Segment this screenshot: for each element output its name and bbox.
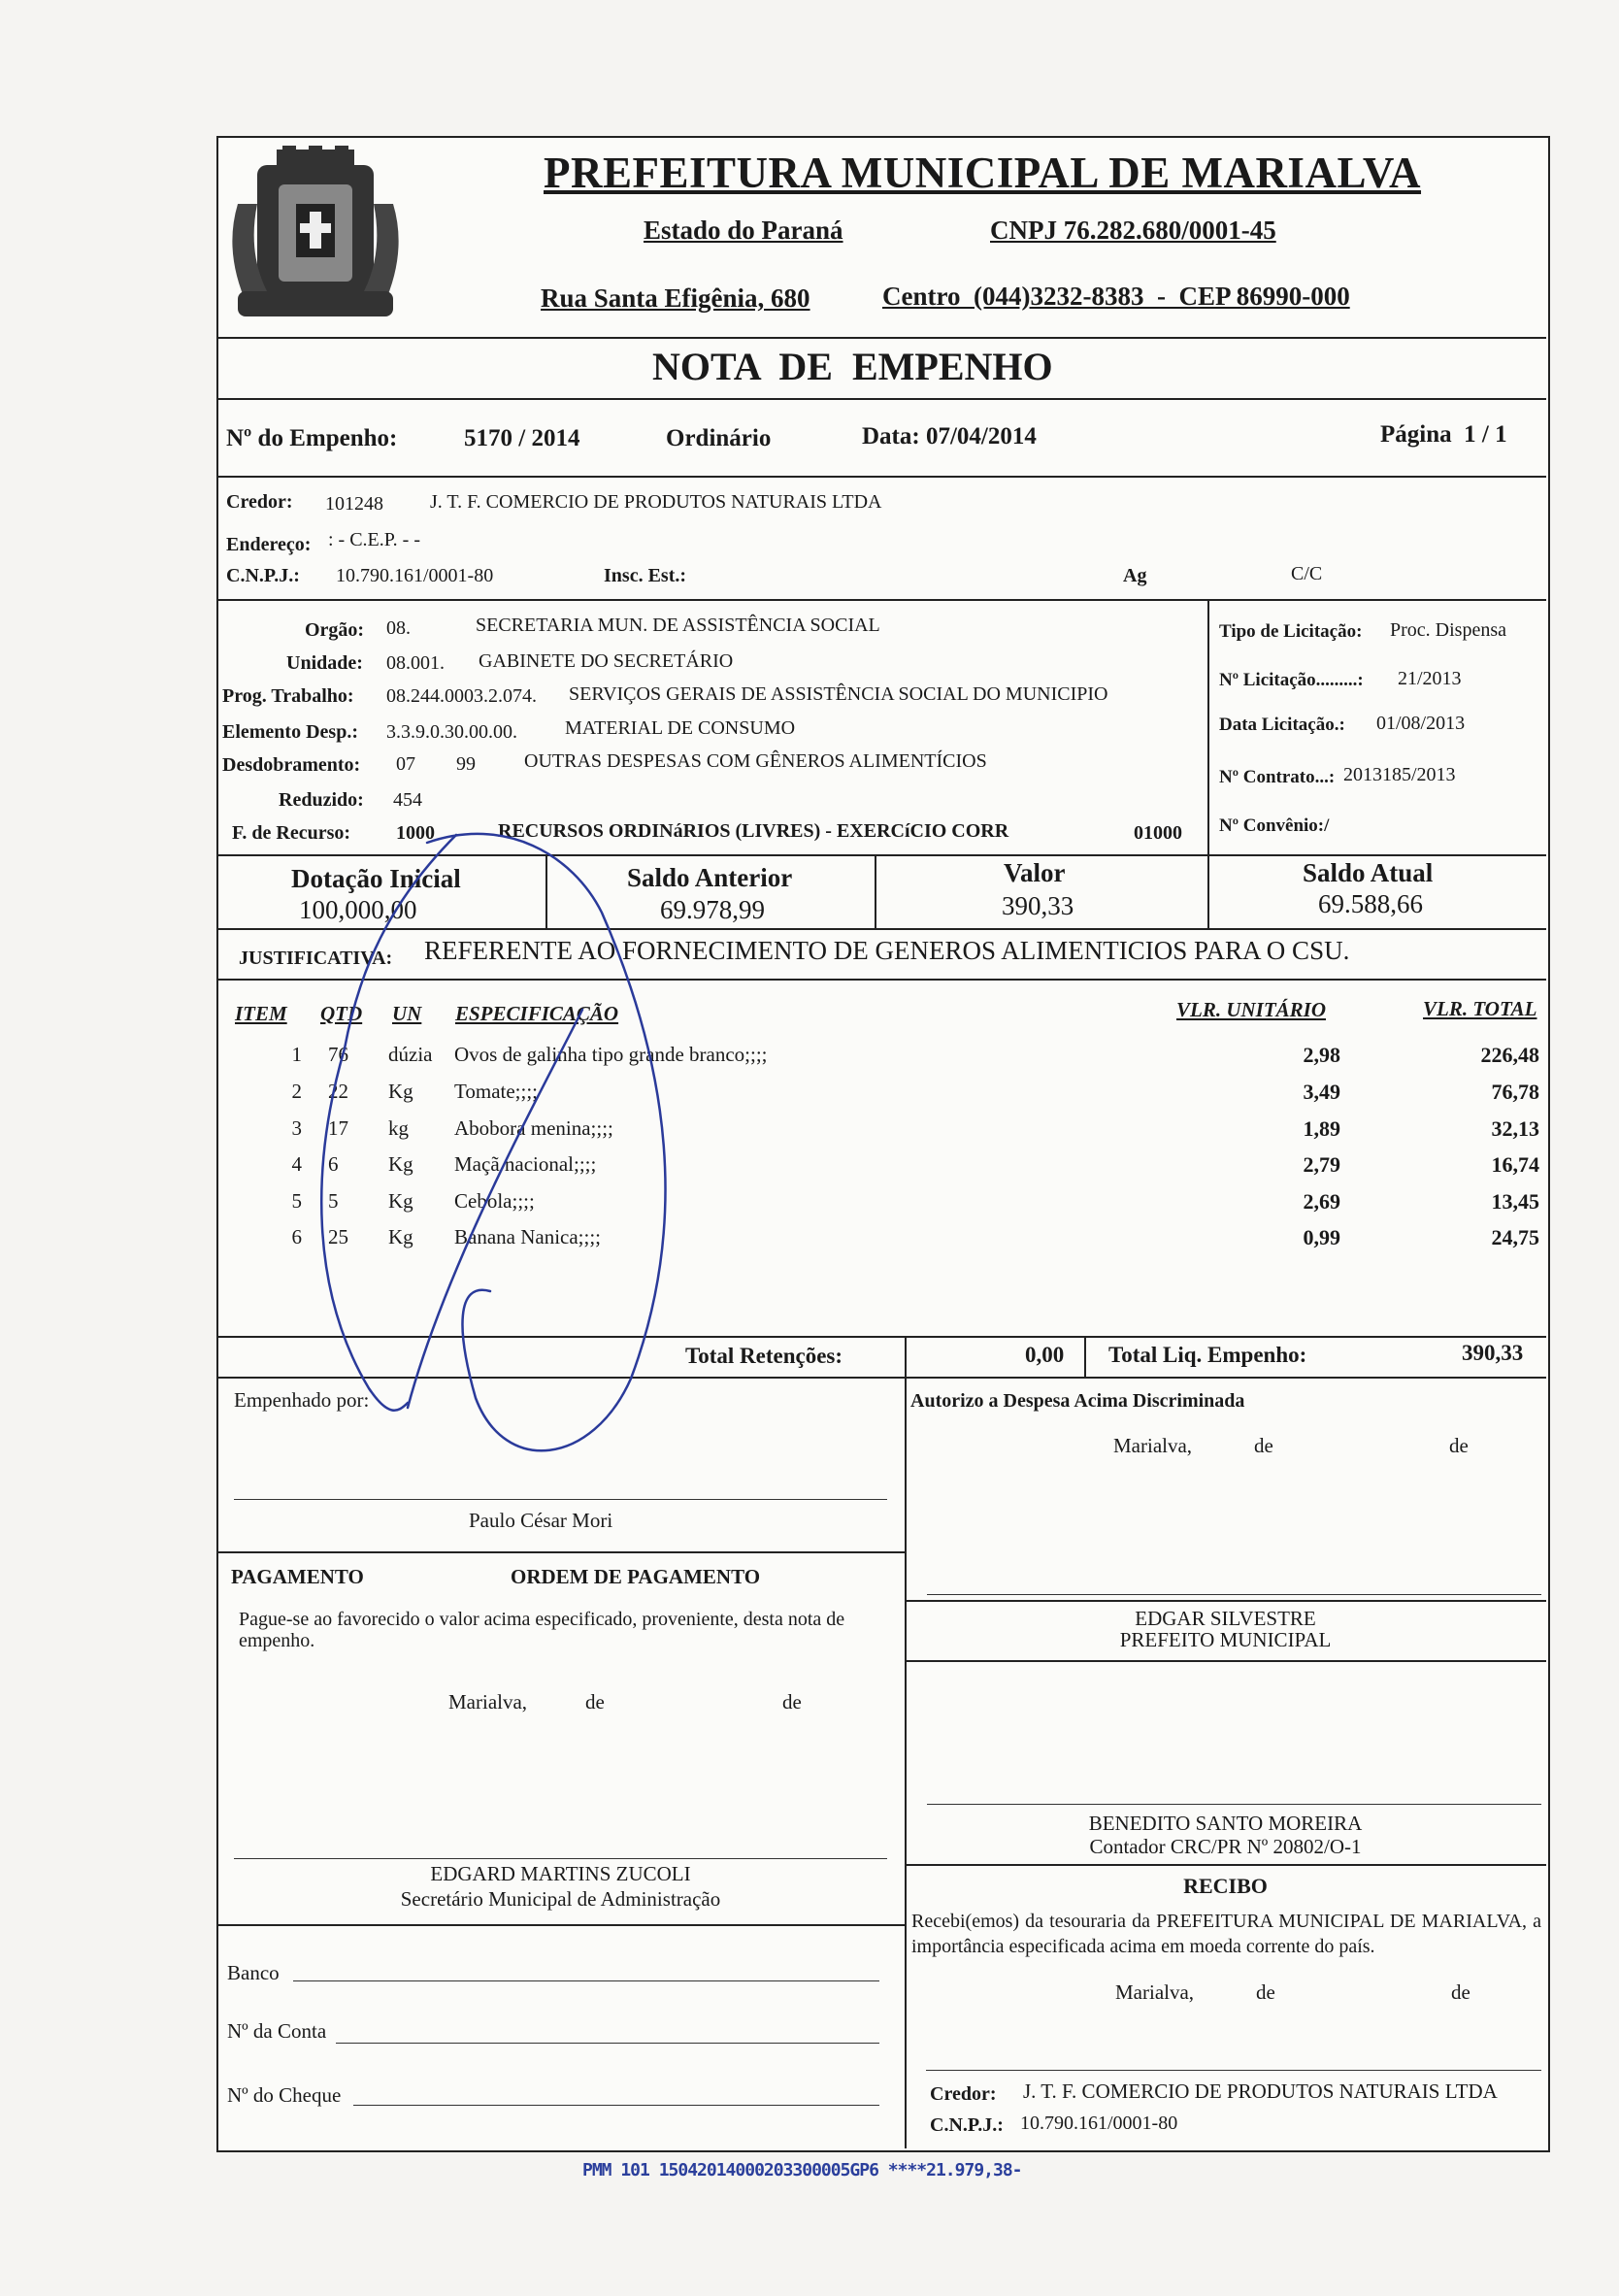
cheque-field[interactable] <box>353 2105 879 2106</box>
tipo-licitacao: Proc. Dispensa <box>1390 619 1506 641</box>
conta-label: Nº da Conta <box>227 2019 327 2043</box>
divider <box>905 1377 907 2148</box>
item-espec: Cebola;;;; <box>454 1189 535 1213</box>
document-title: NOTA DE EMPENHO <box>652 345 1053 388</box>
divider <box>1207 599 1209 854</box>
dotacao-inicial-value: 100,000,00 <box>299 895 417 924</box>
item-number: 5 <box>291 1189 302 1213</box>
contrato-value: 2013185/2013 <box>1343 764 1456 785</box>
desdobramento-code-a: 07 <box>396 753 415 775</box>
desdobramento-label: Desdobramento: <box>222 754 361 776</box>
endereco-value: : - C.E.P. - - <box>328 529 420 550</box>
coat-of-arms-logo <box>218 146 413 340</box>
item-espec: Abobora menina;;;; <box>454 1116 613 1140</box>
item-un: Kg <box>388 1080 413 1103</box>
banco-label: Banco <box>227 1961 280 1984</box>
item-qtd: 25 <box>328 1225 348 1248</box>
ag-label: Ag <box>1123 565 1147 586</box>
saldo-atual-value: 69.588,66 <box>1318 889 1423 918</box>
orgao-name: SECRETARIA MUN. DE ASSISTÊNCIA SOCIAL <box>476 615 880 636</box>
data-licitacao-label: Data Licitação.: <box>1219 715 1345 735</box>
col-especificacao: ESPECIFICAÇÃO <box>455 1002 619 1025</box>
divider <box>218 979 1546 981</box>
empenho-date: Data: 07/04/2014 <box>862 423 1037 449</box>
divider <box>218 928 1546 930</box>
recibo-title: RECIBO <box>1183 1874 1268 1898</box>
signer-paulo: Paulo César Mori <box>469 1509 613 1532</box>
divider <box>905 1336 907 1377</box>
saldo-anterior-value: 69.978,99 <box>660 895 765 924</box>
unidade-label: Unidade: <box>286 652 363 674</box>
ordem-pagamento-label: ORDEM DE PAGAMENTO <box>511 1565 761 1588</box>
credor-name: J. T. F. COMERCIO DE PRODUTOS NATURAIS LTDA <box>430 491 882 513</box>
divider <box>218 337 1546 339</box>
item-unit: 3,49 <box>1303 1080 1340 1104</box>
recibo-cnpj-label: C.N.P.J.: <box>930 2114 1004 2136</box>
elemento-name: MATERIAL DE CONSUMO <box>565 717 796 739</box>
recibo-place: Marialva, <box>1115 1980 1195 2004</box>
saldo-atual-label: Saldo Atual <box>1303 858 1434 887</box>
col-vlr-total: VLR. TOTAL <box>1423 997 1537 1020</box>
num-licitacao-label: Nº Licitação.........: <box>1219 670 1364 690</box>
total-liquido-label: Total Liq. Empenho: <box>1108 1343 1307 1367</box>
state-label: Estado do Paraná <box>644 216 843 245</box>
recibo-de-1: de <box>1256 1980 1275 2004</box>
prog-trabalho-name: SERVIÇOS GERAIS DE ASSISTÊNCIA SOCIAL DO MUNICIPIO <box>569 683 1108 705</box>
empenhado-por-label: Empenhado por: <box>234 1388 370 1412</box>
item-number: 1 <box>291 1043 302 1066</box>
elemento-label: Elemento Desp.: <box>222 721 358 743</box>
divider <box>218 1551 905 1553</box>
divider <box>218 1377 1546 1379</box>
desdobramento-code-b: 99 <box>456 753 476 775</box>
item-total: 24,75 <box>1491 1225 1539 1249</box>
item-unit: 2,98 <box>1303 1043 1340 1067</box>
unidade-code: 08.001. <box>386 652 445 674</box>
recibo-text: Recebi(emos) da tesouraria da PREFEITURA MUNICIPAL DE MARIALVA, a importância especificada acima em moeda corrente do país. <box>911 1911 1541 1957</box>
autorizo-de-1: de <box>1254 1434 1273 1457</box>
divider <box>218 854 1546 856</box>
divider <box>875 854 876 928</box>
orgao-label: Orgão: <box>305 619 365 641</box>
item-total: 76,78 <box>1491 1080 1539 1104</box>
item-un: Kg <box>388 1189 413 1213</box>
divider <box>1207 854 1209 928</box>
unidade-name: GABINETE DO SECRETÁRIO <box>479 650 734 672</box>
empenho-type: Ordinário <box>666 425 772 451</box>
signature-line <box>234 1858 887 1859</box>
autorizo-label: Autorizo a Despesa Acima Discriminada <box>910 1390 1245 1412</box>
recibo-cnpj: 10.790.161/0001-80 <box>1020 2113 1178 2134</box>
signer-edgard-title: Secretário Municipal de Administração <box>400 1887 721 1911</box>
signature-line <box>927 1804 1541 1805</box>
conta-field[interactable] <box>336 2043 879 2044</box>
item-number: 4 <box>291 1152 302 1176</box>
divider <box>218 476 1546 478</box>
item-espec: Maçã nacional;;;; <box>454 1152 597 1176</box>
recibo-credor-name: J. T. F. COMERCIO DE PRODUTOS NATURAIS LTDA <box>1023 2080 1498 2103</box>
justificativa-text: REFERENTE AO FORNECIMENTO DE GENEROS ALIMENTICIOS PARA O CSU. <box>424 936 1350 965</box>
saldo-anterior-label: Saldo Anterior <box>627 863 793 892</box>
prog-trabalho-label: Prog. Trabalho: <box>222 685 354 707</box>
item-unit: 0,99 <box>1303 1225 1340 1249</box>
signature-line <box>927 1594 1541 1595</box>
item-number: 3 <box>291 1116 302 1140</box>
page-number: Página 1 / 1 <box>1380 421 1507 448</box>
signature-line <box>234 1499 887 1500</box>
divider <box>905 1660 1546 1662</box>
divider <box>218 398 1546 400</box>
signer-benedito: BENEDITO SANTO MOREIRA <box>1088 1812 1363 1835</box>
recurso-code2: 01000 <box>1134 822 1182 844</box>
item-qtd: 76 <box>328 1043 348 1066</box>
divider <box>905 1864 1546 1866</box>
autorizo-de-2: de <box>1449 1434 1469 1457</box>
recibo-credor-label: Credor: <box>930 2083 997 2105</box>
total-retencoes-value: 0,00 <box>1025 1343 1065 1367</box>
col-un: UN <box>392 1002 422 1025</box>
empenho-number: 5170 / 2014 <box>464 425 580 451</box>
col-item: ITEM <box>235 1002 287 1025</box>
page-title: PREFEITURA MUNICIPAL DE MARIALVA <box>544 149 1422 197</box>
orgao-code: 08. <box>386 617 411 639</box>
divider <box>218 1924 905 1926</box>
recurso-label: F. de Recurso: <box>232 822 351 844</box>
item-unit: 2,69 <box>1303 1189 1340 1214</box>
insc-est-label: Insc. Est.: <box>604 565 687 586</box>
data-licitacao: 01/08/2013 <box>1376 713 1466 734</box>
cnpj-label: C.N.P.J.: <box>226 565 300 586</box>
signer-edgar: EDGAR SILVESTRE <box>1135 1607 1316 1630</box>
item-un: Kg <box>388 1225 413 1248</box>
cc-label: C/C <box>1291 563 1323 584</box>
col-vlr-unitario: VLR. UNITÁRIO <box>1176 998 1327 1021</box>
item-qtd: 6 <box>328 1152 339 1176</box>
item-total: 16,74 <box>1491 1152 1539 1177</box>
item-total: 226,48 <box>1480 1043 1539 1067</box>
signer-edgar-title: PREFEITO MUNICIPAL <box>1119 1628 1332 1651</box>
elemento-code: 3.3.9.0.30.00.00. <box>386 721 517 743</box>
divider <box>218 599 1546 601</box>
item-qtd: 5 <box>328 1189 339 1213</box>
recurso-name: RECURSOS ORDINáRIOS (LIVRES) - EXERCíCIO CORR <box>498 820 1009 842</box>
credor-code: 101248 <box>325 493 383 515</box>
credor-label: Credor: <box>226 491 293 513</box>
item-espec: Ovos de galinha tipo grande branco;;;; <box>454 1043 768 1066</box>
tipo-licitacao-label: Tipo de Licitação: <box>1219 621 1363 642</box>
divider <box>545 854 547 928</box>
dotacao-inicial-label: Dotação Inicial <box>291 864 461 893</box>
item-total: 13,45 <box>1491 1189 1539 1214</box>
reduzido-value: 454 <box>393 789 422 811</box>
cheque-label: Nº do Cheque <box>227 2083 342 2107</box>
item-un: Kg <box>388 1152 413 1176</box>
item-total: 32,13 <box>1491 1116 1539 1141</box>
total-liquido-value: 390,33 <box>1462 1341 1524 1365</box>
prog-trabalho-code: 08.244.0003.2.074. <box>386 685 537 707</box>
recibo-de-2: de <box>1451 1980 1470 2004</box>
item-un: dúzia <box>388 1043 433 1066</box>
item-unit: 1,89 <box>1303 1116 1340 1141</box>
col-qtd: QTD <box>320 1002 363 1025</box>
divider <box>218 1336 1546 1338</box>
pagamento-de-1: de <box>585 1690 605 1714</box>
item-qtd: 17 <box>328 1116 348 1140</box>
desdobramento-name: OUTRAS DESPESAS COM GÊNEROS ALIMENTÍCIOS <box>524 750 987 772</box>
item-number: 6 <box>291 1225 302 1248</box>
signer-benedito-title: Contador CRC/PR Nº 20802/O-1 <box>1089 1835 1362 1858</box>
signature-line <box>926 2070 1541 2071</box>
pagamento-de-2: de <box>782 1690 802 1714</box>
justificativa-label: JUSTIFICATIVA: <box>239 948 393 969</box>
valor-value: 390,33 <box>1002 891 1074 920</box>
recurso-code: 1000 <box>396 822 435 844</box>
item-qtd: 22 <box>328 1080 348 1103</box>
item-un: kg <box>388 1116 409 1140</box>
item-espec: Banana Nanica;;;; <box>454 1225 602 1248</box>
contrato-label: Nº Contrato...: <box>1219 767 1336 787</box>
total-retencoes-label: Total Retenções: <box>685 1344 843 1368</box>
divider <box>1084 1336 1086 1377</box>
item-number: 2 <box>291 1080 302 1103</box>
empenho-number-label: Nº do Empenho: <box>226 425 398 451</box>
bank-stamp: PMM 101 15042014000203300005GP6 ****21.979,38- <box>582 2160 1022 2180</box>
signer-edgard: EDGARD MARTINS ZUCOLI <box>430 1862 691 1885</box>
convenio-label: Nº Convênio:/ <box>1219 815 1330 836</box>
num-licitacao: 21/2013 <box>1398 668 1462 689</box>
autorizo-place: Marialva, <box>1113 1434 1193 1457</box>
item-unit: 2,79 <box>1303 1152 1340 1177</box>
contact-label: Centro (044)3232-8383 - CEP 86990-000 <box>882 282 1350 311</box>
valor-label: Valor <box>1004 858 1066 887</box>
banco-field[interactable] <box>293 1980 879 1981</box>
reduzido-label: Reduzido: <box>279 789 364 811</box>
divider <box>905 1600 1546 1602</box>
cnpj-label: CNPJ 76.282.680/0001-45 <box>990 216 1276 245</box>
address-label: Rua Santa Efigênia, 680 <box>541 283 810 313</box>
pagamento-label: PAGAMENTO <box>231 1565 364 1588</box>
pagamento-place: Marialva, <box>448 1690 528 1714</box>
pague-se-text: Pague-se ao favorecido o valor acima especificado, proveniente, desta nota de empenho. <box>239 1609 845 1651</box>
credor-cnpj: 10.790.161/0001-80 <box>336 565 494 586</box>
item-espec: Tomate;;;; <box>454 1080 539 1103</box>
endereco-label: Endereço: <box>226 534 312 555</box>
